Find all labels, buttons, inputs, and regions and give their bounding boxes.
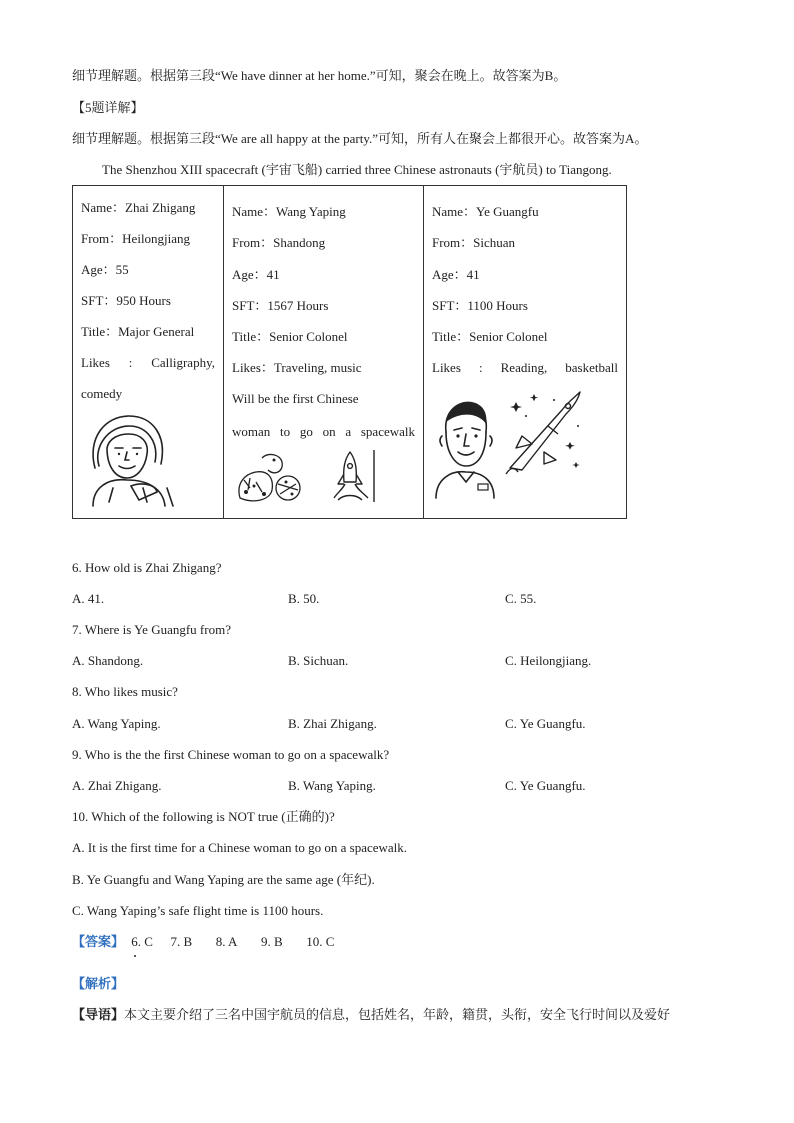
rocket-icon <box>332 448 378 504</box>
note-word: on <box>322 424 336 439</box>
note-word: go <box>299 424 313 439</box>
astronaut-title: Title：Senior Colonel <box>432 329 548 344</box>
likes-value: Calligraphy, <box>151 355 215 370</box>
guide-text: 本文主要介绍了三名中国宇航员的信息，包括姓名，年龄，籍贯，头衔，安全飞行时间以及爱好 <box>124 1007 671 1022</box>
q5-detail-header: 【5题详解】 <box>72 100 144 115</box>
astronaut-table <box>72 185 627 519</box>
astronaut-card-wang <box>224 186 424 519</box>
question-9: 9. Who is the the first Chinese woman to go on a spacewalk? <box>72 747 390 762</box>
astronaut-age: Age：41 <box>432 267 480 282</box>
travel-doodle-icon <box>234 448 304 504</box>
q7-option-a[interactable]: A. Shandong. <box>72 653 144 668</box>
astronaut-sft: SFT：950 Hours <box>81 293 171 308</box>
astronaut-name: Name：Ye Guangfu <box>432 204 539 219</box>
answer-line <box>72 933 334 951</box>
astronaut-sft: SFT：1100 Hours <box>432 298 528 313</box>
question-7: 7. Where is Ye Guangfu from? <box>72 622 231 637</box>
astronaut-age: Age：41 <box>232 267 280 282</box>
note-word: a <box>345 424 352 439</box>
note-word: spacewalk <box>360 424 415 439</box>
question-8: 8. Who likes music? <box>72 684 178 699</box>
astronaut-card-ye <box>424 186 627 519</box>
analysis-label: 【解析】 <box>72 976 125 991</box>
astronaut-sft: SFT：1567 Hours <box>232 298 329 313</box>
q8-option-a[interactable]: A. Wang Yaping. <box>72 716 161 731</box>
astronaut-note: Will be the first Chinese <box>232 391 359 406</box>
guide-line <box>72 1006 670 1024</box>
astronaut-likes-cont: comedy <box>81 386 123 401</box>
q10-option-b[interactable]: B. Ye Guangfu and Wang Yaping are the same age (年纪). <box>72 872 375 887</box>
astronaut-likes <box>81 354 215 372</box>
q6-option-c[interactable]: C. 55. <box>505 591 537 606</box>
astronaut-title: Title：Major General <box>81 324 195 339</box>
explanation-line-5: 细节理解题。根据第三段“We are all happy at the party.”可知，所有人在聚会上都很开心。故答案为A。 <box>72 131 648 146</box>
q7-option-c[interactable]: C. Heilongjiang. <box>505 653 592 668</box>
q6-option-b[interactable]: B. 50. <box>288 591 320 606</box>
likes-label: Likes <box>81 355 110 370</box>
likes-value: basketball <box>565 360 618 375</box>
astronaut-from: From：Sichuan <box>432 235 516 250</box>
likes-label: Likes <box>432 360 461 375</box>
note-word: to <box>280 424 291 439</box>
astronaut-name: Name：Wang Yaping <box>232 204 346 219</box>
astronaut-from: From：Heilongjiang <box>81 231 191 246</box>
q8-option-c[interactable]: C. Ye Guangfu. <box>505 716 586 731</box>
explanation-line-4: 细节理解题。根据第三段“We have dinner at her home.”可知，聚会在晚上。故答案为B。 <box>72 68 567 83</box>
q7-option-b[interactable]: B. Sichuan. <box>288 653 349 668</box>
guide-label: 【导语】 <box>72 1007 125 1022</box>
astronaut-from: From：Shandong <box>232 235 326 250</box>
astronaut-note-cont <box>232 423 415 441</box>
astronaut-age: Age：55 <box>81 262 129 277</box>
passage-intro: The Shenzhou XIII spacecraft (宇宙飞船) carried three Chinese astronauts (宇航员) to Tiangong. <box>102 162 612 177</box>
astronaut-likes <box>432 359 618 377</box>
q8-option-b[interactable]: B. Zhai Zhigang. <box>288 716 377 731</box>
astronaut-cartoon-zhai <box>83 408 175 508</box>
answer-item: 6. C <box>131 934 153 949</box>
q10-option-c[interactable]: C. Wang Yaping’s safe flight time is 1100 hours. <box>72 903 324 918</box>
answer-label: 【答案】 <box>72 934 125 949</box>
likes-value: Reading, <box>500 360 548 375</box>
astronaut-name: Name：Zhai Zhigang <box>81 200 196 215</box>
question-6: 6. How old is Zhai Zhigang? <box>72 560 222 575</box>
astronaut-title: Title：Senior Colonel <box>232 329 348 344</box>
astronaut-cartoon-ye <box>432 392 498 500</box>
analysis-header <box>72 975 124 993</box>
q9-option-b[interactable]: B. Wang Yaping. <box>288 778 376 793</box>
astronaut-card-zhai <box>73 186 224 519</box>
q9-option-a[interactable]: A. Zhai Zhigang. <box>72 778 162 793</box>
answer-dot <box>134 955 136 957</box>
likes-colon: : <box>128 355 133 370</box>
q9-option-c[interactable]: C. Ye Guangfu. <box>505 778 586 793</box>
q10-option-a[interactable]: A. It is the first time for a Chinese woman to go on a spacewalk. <box>72 840 408 855</box>
answer-item: 8. A <box>215 934 238 949</box>
answer-item: 10. C <box>306 934 335 949</box>
answer-item: 9. B <box>261 934 283 949</box>
likes-colon: : <box>478 360 483 375</box>
space-shuttle-icon <box>504 386 584 476</box>
q6-option-a[interactable]: A. 41. <box>72 591 105 606</box>
astronaut-likes: Likes：Traveling, music <box>232 360 362 375</box>
question-10: 10. Which of the following is NOT true (正确的)? <box>72 809 335 824</box>
note-word: woman <box>232 424 271 439</box>
answer-item: 7. B <box>170 934 193 949</box>
